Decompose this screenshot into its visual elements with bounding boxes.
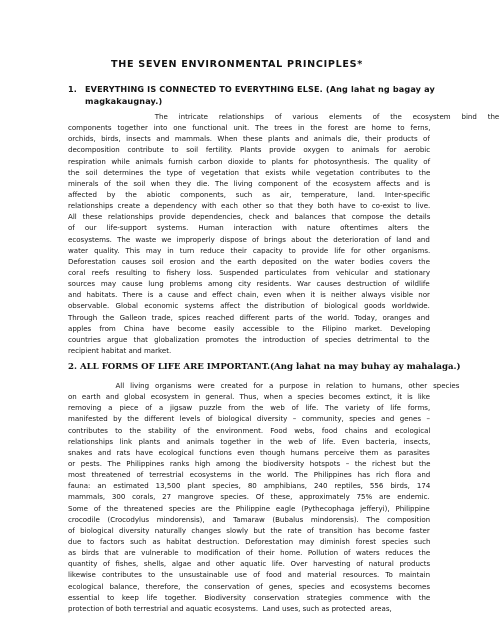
paragraph-line: minerals of the soil when they die. The living component of the ecosystem affects and is	[68, 178, 431, 188]
heading-line: EVERYTHING IS CONNECTED TO EVERYTHING ELSE. (Ang lahat ng bagay ay	[85, 84, 435, 94]
paragraph-line: of biological diversity naturally changes slowly but the rate of transition has become faster	[68, 525, 430, 535]
paragraph-line: protection of both terrestrial and aquatic ecosystems. Land uses, such as protected areas,	[68, 603, 392, 613]
document-title: THE SEVEN ENVIRONMENTAL PRINCIPLES*	[111, 59, 363, 70]
paragraph-line: coral reefs resulting to fishery loss. Suspended particulates from vehicular and stationary	[68, 267, 431, 277]
paragraph-line: crocodile (Crocodylus mindorensis), and Tamaraw (Bubalus mindorensis). The composition	[68, 514, 431, 524]
paragraph-line: Some of the threatened species are the Philippine eagle (Pythecophaga jefferyi), Philippine	[68, 503, 430, 513]
paragraph-line: fauna: an estimated 13,500 plant species, 80 amphibians, 240 reptiles, 556 birds, 174	[68, 481, 431, 491]
paragraph-line: on earth and global ecosystem in general. Thus, when a species becomes extinct, it is like	[68, 392, 430, 402]
paragraph-line: most threatened of terrestrial ecosystems in the world. The Philippines has rich flora and	[68, 470, 431, 480]
paragraph-line: respiration while animals furnish carbon dioxide to plants for photosynthesis. The quality of	[68, 156, 431, 166]
paragraph-line: contributes to the stability of the environment. Food webs, food chains and ecological	[68, 425, 431, 435]
paragraph-line: likewise contributes to the unsustainable use of food and material resources. To maintain	[68, 570, 431, 580]
paragraph-line: ecosystems. The waste we improperly dispose of brings about the deterioration of land and	[68, 234, 430, 244]
paragraph-line: ecological balance, therefore, the conservation of genes, species and ecosystems becomes	[68, 581, 431, 591]
paragraph-line: the soil determines the type of vegetation that exists while vegetation contributes to the	[68, 167, 431, 177]
section-1-paragraph	[68, 111, 499, 356]
paragraph-line: essential to keep life together. Biodiversity conservation strategies commence with the	[68, 592, 431, 602]
paragraph-line: manifested by the different levels of biological diversity – community, species and genes –	[68, 414, 431, 424]
paragraph-line: water quality. This may in turn reduce their capacity to provide life for other organisms.	[68, 245, 431, 255]
paragraph-line: relationships create a dependency with each other so that they both have to co-exist to live.	[68, 201, 431, 211]
paragraph-line: observable. Global economic systems affect the distribution of biological goods worldwide.	[68, 301, 430, 311]
section-2-heading: 2. ALL FORMS OF LIFE ARE IMPORTANT.(Ang lahat na may buhay ay mahalaga.)	[68, 362, 461, 372]
section-1-heading-text	[68, 83, 435, 107]
paragraph-line: sources may cause lung problems among city residents. War causes destruction of wildlife	[68, 279, 430, 289]
paragraph-line: of our life-support systems. Human interaction with nature oftentimes alters the	[68, 223, 430, 233]
paragraph-line: mammals, 300 corals, 27 mangrove species. Of these, approximately 75% are endemic.	[68, 492, 430, 502]
paragraph-line: The intricate relationships of various elements of the ecosystem bind the	[68, 112, 499, 121]
paragraph-line: Deforestation causes soil erosion and the earth deposited on the water bodies covers the	[68, 256, 430, 266]
paragraph-line: snakes and rats have ecological functions even though humans perceive them as parasites	[68, 447, 430, 457]
section-1-heading	[68, 83, 435, 107]
paragraph-line: or pests. The Philippines ranks high among the biodiversity hotspots – the richest but the	[68, 458, 431, 468]
paragraph-line: Through the Galleon trade, spices reached different parts of the world. Today, oranges and	[68, 312, 430, 322]
paragraph-line: relationships link plants and animals together in the web of life. Even bacteria, insects,	[68, 436, 431, 446]
paragraph-line: orchids, birds, insects and mammals. When these plants and animals die, their products of	[68, 134, 430, 144]
paragraph-line: All these relationships provide dependencies, check and balances that compose the details	[68, 212, 431, 222]
paragraph-line: due to factors such as habitat destruction. Deforestation may diminish forest species such	[68, 536, 431, 546]
paragraph-line: All living organisms were created for a purpose in relation to humans, other species	[68, 381, 460, 390]
section-1-number: 1.	[68, 84, 78, 94]
paragraph-line: recipient habitat and market.	[68, 345, 172, 355]
paragraph-line: quantity of fishes, shells, algae and other aquatic life. Over harvesting of natural products	[68, 559, 431, 569]
section-2-paragraph	[68, 380, 460, 614]
paragraph-line: decomposition contribute to soil fertility. Plants provide oxygen to animals for aerobic	[68, 145, 431, 155]
paragraph-line: countries argue that globalization promotes the introduction of species detrimental to the	[68, 334, 430, 344]
paragraph-line: apples from China have become easily accessible to the Filipino market. Developing	[68, 323, 431, 333]
paragraph-line: removing a piece of a jigsaw puzzle from the web of life. The variety of life forms,	[68, 403, 431, 413]
paragraph-line: components together into one functional unit. The trees in the forest are home to ferns,	[68, 123, 431, 133]
heading-line: magkakaugnay.)	[85, 96, 163, 106]
paragraph-line: as birds that are vulnerable to modification of their home. Pollution of waters reduces the	[68, 548, 431, 558]
paragraph-line: affected by the abiotic components, such as air, temperature, land. Inter-specific	[68, 189, 431, 199]
paragraph-line: and habitats. There is a cause and effect chain, even when it is neither always visible nor	[68, 290, 430, 300]
